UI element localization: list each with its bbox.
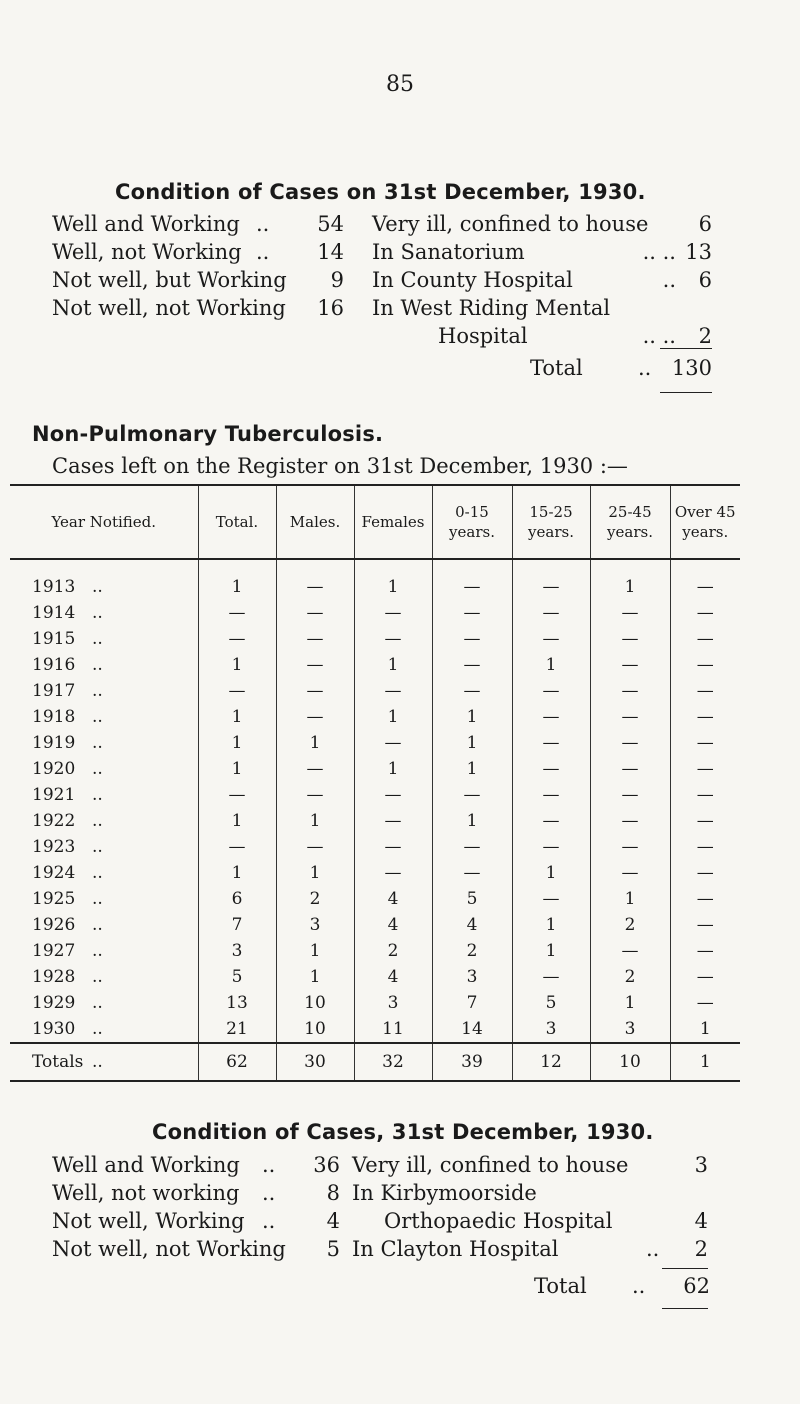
table-cell: 1 (354, 559, 432, 600)
table-cell: — (590, 600, 670, 626)
col-header-0-15: 0-15 years. (432, 485, 512, 559)
table-cell: — (276, 756, 354, 782)
table-cell: 2 (276, 886, 354, 912)
table-caption: Cases left on the Register on 31st December, 1930 :— (52, 454, 628, 478)
list-item: Not well, not Working 5 (52, 1237, 340, 1261)
year-cell: 1923 .. (32, 837, 103, 857)
table-cell: — (670, 600, 740, 626)
table-cell: — (512, 678, 590, 704)
table-cell: — (670, 678, 740, 704)
table-row (10, 938, 740, 964)
table-cell: — (590, 834, 670, 860)
table-cell: 2 (354, 938, 432, 964)
table-cell: — (354, 626, 432, 652)
list-item: Orthopaedic Hospital 4 (384, 1209, 708, 1233)
table-cell: — (432, 600, 512, 626)
list-item: In Kirbymoorside (352, 1181, 537, 1205)
table-cell: 1 (432, 730, 512, 756)
section-heading-non-pulmonary: Non-Pulmonary Tuberculosis. (32, 422, 384, 446)
table-cell: — (432, 834, 512, 860)
list-item: In Sanatorium .. .. 13 (372, 240, 712, 264)
table-row (10, 559, 740, 600)
list-item: Well, not working .. 8 (52, 1181, 340, 1205)
list-item: Very ill, confined to house 3 (352, 1153, 708, 1177)
table-cell: — (198, 782, 276, 808)
table-cell: 1 (512, 860, 590, 886)
table-cell: 1 (432, 704, 512, 730)
table-cell: — (512, 834, 590, 860)
table-cell: 5 (198, 964, 276, 990)
table-cell: — (276, 678, 354, 704)
list-item: Well and Working .. 36 (52, 1153, 340, 1177)
table-cell: — (670, 730, 740, 756)
totals-row (10, 1043, 740, 1081)
table-cell: 1 (198, 559, 276, 600)
table-cell: — (512, 756, 590, 782)
table-cell: — (276, 782, 354, 808)
page-number: 85 (386, 72, 414, 97)
table-cell: 1 (276, 808, 354, 834)
table-cell: 1 (590, 990, 670, 1016)
list-item: In Clayton Hospital .. 2 (352, 1237, 708, 1261)
col-header-15-25: 15-25 years. (512, 485, 590, 559)
table-cell: — (512, 730, 590, 756)
table-cell: — (512, 559, 590, 600)
table-row (10, 1016, 740, 1043)
col-header-males: Males. (276, 485, 354, 559)
year-cell: 1928 .. (32, 967, 103, 987)
list-item: Well, not Working .. 14 (52, 240, 344, 264)
table-cell: 1 (354, 704, 432, 730)
table-cell: 21 (198, 1016, 276, 1043)
table-cell: — (512, 626, 590, 652)
table-cell: 3 (354, 990, 432, 1016)
table-cell: 1 (276, 730, 354, 756)
list-item: Well and Working .. 54 (52, 212, 344, 236)
table-cell: 1 (670, 1016, 740, 1043)
table-cell: — (276, 626, 354, 652)
table-cell: 1 (354, 652, 432, 678)
year-cell: 1925 .. (32, 889, 103, 909)
table-cell: 1 (276, 938, 354, 964)
year-cell: 1930 .. (32, 1019, 103, 1039)
col-header-females: Females (354, 485, 432, 559)
pulmonary-condition-right-list (372, 212, 712, 352)
table-row (10, 834, 740, 860)
table-cell: 4 (354, 964, 432, 990)
table-cell: 39 (432, 1043, 512, 1081)
table-cell: — (354, 678, 432, 704)
table-cell: — (590, 808, 670, 834)
section-heading-non-pulmonary-condition: Condition of Cases, 31st December, 1930. (152, 1120, 654, 1144)
list-item: Not well, Working .. 4 (52, 1209, 340, 1233)
total-rule-top (662, 1268, 708, 1269)
table-row (10, 756, 740, 782)
table-cell: — (512, 600, 590, 626)
table-row (10, 678, 740, 704)
table-body (10, 559, 740, 1081)
table-cell: — (670, 808, 740, 834)
table-cell: — (276, 600, 354, 626)
table-cell: 1 (590, 559, 670, 600)
table-cell: 4 (354, 886, 432, 912)
table-cell: 1 (276, 964, 354, 990)
table-row (10, 704, 740, 730)
year-cell: 1916 .. (32, 655, 103, 675)
list-item: Hospital .. .. 2 (438, 324, 712, 348)
pulmonary-condition-left-list (52, 212, 344, 324)
year-cell: 1914 .. (32, 603, 103, 623)
table-row (10, 964, 740, 990)
table-cell: — (276, 559, 354, 600)
table-cell: — (670, 912, 740, 938)
table-cell: — (590, 860, 670, 886)
table-cell: 11 (354, 1016, 432, 1043)
table-cell: 7 (432, 990, 512, 1016)
table-cell: — (590, 704, 670, 730)
table-cell: — (354, 782, 432, 808)
total-rule-bottom (662, 1308, 708, 1309)
table-cell: 1 (198, 730, 276, 756)
table-cell: — (432, 860, 512, 886)
table-row (10, 990, 740, 1016)
table-cell: — (590, 678, 670, 704)
table-cell: 6 (198, 886, 276, 912)
table-cell: — (670, 938, 740, 964)
table-cell: — (670, 964, 740, 990)
table-cell: 12 (512, 1043, 590, 1081)
table-cell: — (276, 704, 354, 730)
year-cell: 1921 .. (32, 785, 103, 805)
table-cell: 7 (198, 912, 276, 938)
table-cell: 3 (590, 1016, 670, 1043)
col-header-25-45: 25-45 years. (590, 485, 670, 559)
table-cell: 1 (198, 808, 276, 834)
list-item: In County Hospital .. 6 (372, 268, 712, 292)
col-header-total: Total. (198, 485, 276, 559)
table-cell: 10 (276, 990, 354, 1016)
totals-label-cell: Totals .. (10, 1043, 198, 1081)
table-cell: — (590, 730, 670, 756)
table-cell: — (512, 808, 590, 834)
table-cell: 14 (432, 1016, 512, 1043)
table-cell: 4 (432, 912, 512, 938)
table-cell: — (670, 860, 740, 886)
year-cell: 1917 .. (32, 681, 103, 701)
year-cell: 1924 .. (32, 863, 103, 883)
table-cell: 13 (198, 990, 276, 1016)
table-cell: 1 (432, 808, 512, 834)
table-cell: 4 (354, 912, 432, 938)
table-row (10, 860, 740, 886)
table-cell: 3 (432, 964, 512, 990)
table-cell: — (276, 834, 354, 860)
section-heading-pulmonary-condition: Condition of Cases on 31st December, 1930. (115, 180, 646, 204)
table-cell: 2 (590, 912, 670, 938)
table-cell: 5 (512, 990, 590, 1016)
table-cell: — (512, 964, 590, 990)
table-cell: — (670, 704, 740, 730)
table-cell: — (512, 886, 590, 912)
non-pulmonary-total-row: Total .. 62 (534, 1274, 710, 1298)
table-cell: 1 (512, 652, 590, 678)
table-cell: — (670, 756, 740, 782)
year-cell: 1922 .. (32, 811, 103, 831)
table-row (10, 808, 740, 834)
table-cell: — (590, 626, 670, 652)
table-cell: — (432, 652, 512, 678)
table-cell: — (432, 782, 512, 808)
table-cell: — (354, 860, 432, 886)
table-cell: — (512, 782, 590, 808)
table-cell: — (354, 600, 432, 626)
table-row (10, 912, 740, 938)
total-rule-top (660, 348, 712, 349)
table-cell: 30 (276, 1043, 354, 1081)
list-item: Not well, but Working 9 (52, 268, 344, 292)
year-cell: 1919 .. (32, 733, 103, 753)
non-pulmonary-register-table (10, 484, 740, 1082)
table-cell: — (432, 626, 512, 652)
table-cell: — (670, 886, 740, 912)
year-cell: 1915 .. (32, 629, 103, 649)
table-cell: — (670, 559, 740, 600)
table-cell: 3 (276, 912, 354, 938)
table-cell: — (432, 559, 512, 600)
table-cell: 2 (590, 964, 670, 990)
table-cell: — (670, 990, 740, 1016)
table-cell: 1 (276, 860, 354, 886)
table-cell: — (590, 652, 670, 678)
table-cell: 2 (432, 938, 512, 964)
table-cell: — (354, 808, 432, 834)
table-row (10, 730, 740, 756)
table-cell: — (670, 652, 740, 678)
table-cell: 32 (354, 1043, 432, 1081)
table-row (10, 652, 740, 678)
table-cell: 5 (432, 886, 512, 912)
year-cell: 1918 .. (32, 707, 103, 727)
table-cell: — (590, 938, 670, 964)
table-row (10, 782, 740, 808)
table-cell: 1 (198, 704, 276, 730)
table-cell: 1 (198, 756, 276, 782)
table-cell: 1 (432, 756, 512, 782)
table-cell: 1 (198, 652, 276, 678)
col-header-over-45: Over 45 years. (670, 485, 740, 559)
table-cell: 1 (512, 912, 590, 938)
table-row (10, 886, 740, 912)
table-cell: — (432, 678, 512, 704)
table-cell: — (670, 626, 740, 652)
table-cell: — (512, 704, 590, 730)
table-cell: — (354, 834, 432, 860)
list-item: Very ill, confined to house 6 (372, 212, 712, 236)
table-cell: — (670, 782, 740, 808)
table-cell: — (590, 756, 670, 782)
year-cell: 1929 .. (32, 993, 103, 1013)
year-cell: 1920 .. (32, 759, 103, 779)
year-cell: 1927 .. (32, 941, 103, 961)
table-cell: — (276, 652, 354, 678)
table-cell: 1 (590, 886, 670, 912)
list-item: In West Riding Mental (372, 296, 611, 320)
table-cell: — (198, 834, 276, 860)
table-row (10, 626, 740, 652)
table-header-row (10, 485, 740, 559)
table-cell: 1 (670, 1043, 740, 1081)
year-cell: 1913 .. (32, 577, 103, 597)
table-cell: — (354, 730, 432, 756)
col-header-year: Year Notified. (10, 485, 198, 559)
table-cell: 10 (276, 1016, 354, 1043)
table-cell: — (670, 834, 740, 860)
table-cell: 1 (198, 860, 276, 886)
table-cell: — (198, 626, 276, 652)
table-cell: 3 (512, 1016, 590, 1043)
non-pulmonary-condition-left-list (52, 1153, 340, 1265)
list-item: Not well, not Working 16 (52, 296, 344, 320)
non-pulmonary-condition-right-list (352, 1153, 708, 1265)
total-rule-bottom (660, 392, 712, 393)
table-cell: 10 (590, 1043, 670, 1081)
table-row (10, 600, 740, 626)
year-cell: 1926 .. (32, 915, 103, 935)
table-cell: — (590, 782, 670, 808)
table-cell: 3 (198, 938, 276, 964)
table-cell: 1 (354, 756, 432, 782)
table-cell: 1 (512, 938, 590, 964)
table-cell: — (198, 678, 276, 704)
table-cell: 62 (198, 1043, 276, 1081)
pulmonary-total-row: Total .. 130 (530, 356, 712, 380)
table-cell: — (198, 600, 276, 626)
